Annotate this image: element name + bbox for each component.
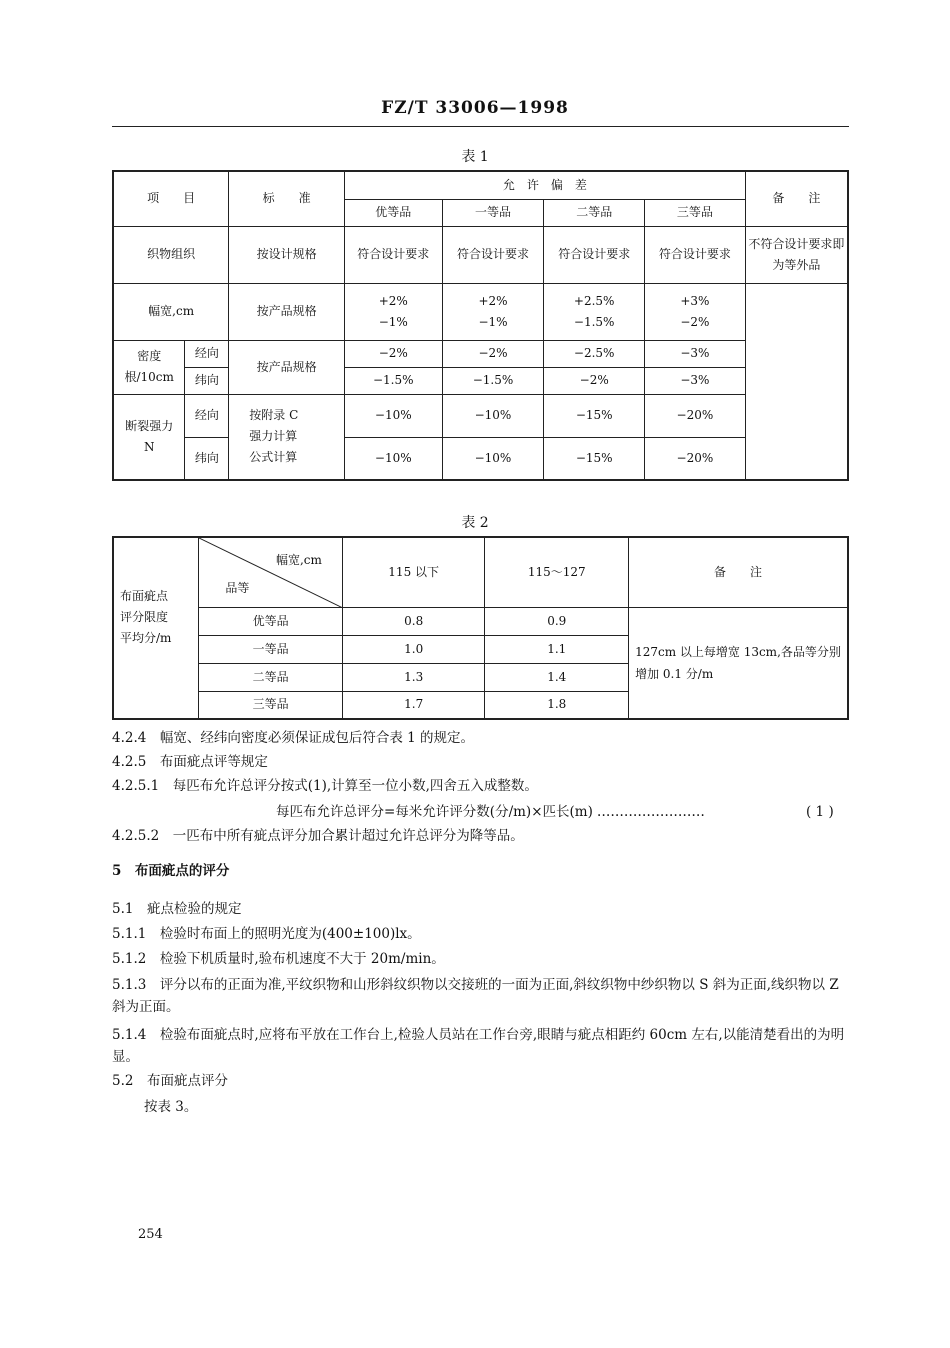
t1-width-name: 幅宽,cm [113, 283, 229, 340]
t1-strength-val: −15% [544, 394, 645, 437]
t1-strength-std: 按附录 C 强力计算 公式计算 [229, 394, 345, 480]
t1-head-grade: 一等品 [442, 199, 544, 226]
t1-head-remark: 备 注 [745, 171, 848, 226]
t1-strength-warp: 经向 [185, 394, 229, 437]
t2-col2-val: 0.9 [485, 607, 629, 635]
formula-number: ( 1 ) [806, 804, 834, 820]
t1-density-warp: 经向 [185, 340, 229, 367]
clause-5-2-body: 按表 3。 [144, 1099, 198, 1115]
t1-weave-val: 符合设计要求 [544, 226, 645, 283]
t1-weave-name: 织物组织 [113, 226, 229, 283]
t2-diag-bottom: 品等 [225, 580, 250, 595]
page-number: 254 [138, 1227, 163, 1242]
t2-diag-header [199, 537, 343, 607]
diag-line [199, 538, 343, 608]
t1-head-standard: 标 准 [229, 171, 345, 226]
formula-text: 每匹布允许总评分=每米允许评分数(分/m)×匹长(m) [276, 804, 593, 820]
t2-diag-top: 幅宽,cm [275, 553, 322, 567]
clause-5-1-2: 5.1.2 检验下机质量时,验布机速度不大于 20m/min。 [112, 951, 445, 967]
table2 [112, 536, 849, 720]
clause-4-2-4: 4.2.4 幅宽、经纬向密度必须保证成包后符合表 1 的规定。 [112, 730, 475, 746]
t1-strength-val: −10% [344, 394, 442, 437]
t1-weave-val: 符合设计要求 [442, 226, 544, 283]
t2-col1-val: 1.7 [342, 691, 485, 719]
table2-caption: 表 2 [461, 515, 489, 531]
t1-head-tolerance: 允 许 偏 差 [344, 171, 745, 199]
t1-strength-val: −10% [344, 437, 442, 480]
t1-density-val: −1.5% [442, 367, 544, 394]
formula-1 [276, 801, 705, 823]
header-rule [112, 126, 849, 127]
t2-col2-head: 115～127 [485, 537, 629, 607]
t1-strength-weft: 纬向 [185, 437, 229, 480]
t2-grade: 一等品 [199, 635, 343, 663]
t1-density-val: −3% [645, 367, 746, 394]
t1-weave-val: 符合设计要求 [645, 226, 746, 283]
t1-remark-empty [745, 283, 848, 480]
clause-5-1: 5.1 疵点检验的规定 [112, 901, 242, 917]
t2-remark-head: 备 注 [629, 537, 848, 607]
t1-density-name: 密度 根/10cm [113, 340, 185, 394]
t2-col2-val: 1.4 [485, 663, 629, 691]
table1 [112, 170, 849, 481]
t1-weave-remark: 不符合设计要求即为等外品 [745, 226, 848, 283]
t2-col2-val: 1.8 [485, 691, 629, 719]
t2-col1-val: 1.3 [342, 663, 485, 691]
t1-weave-std: 按设计规格 [229, 226, 345, 283]
t2-remark: 127cm 以上每增宽 13cm,各品等分别增加 0.1 分/m [629, 607, 848, 719]
t1-density-val: −1.5% [344, 367, 442, 394]
t1-strength-val: −15% [544, 437, 645, 480]
t1-density-weft: 纬向 [185, 367, 229, 394]
t2-grade: 优等品 [199, 607, 343, 635]
clause-4-2-5-1: 4.2.5.1 每匹布允许总评分按式(1),计算至一位小数,四舍五入成整数。 [112, 778, 538, 794]
t1-width-val: +2% −1% [442, 283, 544, 340]
t1-head-grade: 优等品 [344, 199, 442, 226]
t1-width-std: 按产品规格 [229, 283, 345, 340]
t1-head-item: 项 目 [113, 171, 229, 226]
t1-density-std: 按产品规格 [229, 340, 345, 394]
t1-head-grade: 二等品 [544, 199, 645, 226]
t1-density-val: −2.5% [544, 340, 645, 367]
t1-weave-val: 符合设计要求 [344, 226, 442, 283]
clause-4-2-5-2: 4.2.5.2 一匹布中所有疵点评分加合累计超过允许总评分为降等品。 [112, 828, 524, 844]
t1-strength-name: 断裂强力 N [113, 394, 185, 480]
clause-4-2-5: 4.2.5 布面疵点评等规定 [112, 754, 268, 770]
clause-5-1-1: 5.1.1 检验时布面上的照明光度为(400±100)lx。 [112, 926, 421, 942]
t1-strength-val: −10% [442, 394, 544, 437]
t1-strength-val: −20% [645, 394, 746, 437]
t1-density-val: −2% [344, 340, 442, 367]
t1-strength-val: −20% [645, 437, 746, 480]
clause-5-1-3: 5.1.3 评分以布的正面为准,平纹织物和山形斜纹织物以交接班的一面为正面,斜纹织物中纱织物以 S 斜为正面,线织物以 Z 斜为正面。 [112, 977, 839, 1015]
t1-head-grade: 三等品 [645, 199, 746, 226]
t1-density-val: −2% [442, 340, 544, 367]
t2-col1-head: 115 以下 [342, 537, 485, 607]
t1-strength-val: −10% [442, 437, 544, 480]
t1-width-val: +2% −1% [344, 283, 442, 340]
section-5-heading: 5 布面疵点的评分 [112, 863, 230, 879]
clause-5-1-4: 5.1.4 检验布面疵点时,应将布平放在工作台上,检验人员站在工作台旁,眼睛与疵点相距约 60cm 左右,以能清楚看出的为明显。 [112, 1027, 845, 1065]
document-code: FZ/T 33006—1998 [381, 98, 569, 118]
t2-col1-val: 0.8 [342, 607, 485, 635]
table1-caption: 表 1 [461, 149, 489, 165]
t1-density-val: −3% [645, 340, 746, 367]
clause-5-2: 5.2 布面疵点评分 [112, 1073, 228, 1089]
t2-grade: 三等品 [199, 691, 343, 719]
t2-col1-val: 1.0 [342, 635, 485, 663]
t1-width-val: +3% −2% [645, 283, 746, 340]
t1-width-val: +2.5% −1.5% [544, 283, 645, 340]
t2-grade: 二等品 [199, 663, 343, 691]
formula-dots: …………………… [596, 804, 705, 820]
t1-density-val: −2% [544, 367, 645, 394]
t2-row-label: 布面疵点 评分限度 平均分/m [113, 537, 199, 719]
t2-col2-val: 1.1 [485, 635, 629, 663]
